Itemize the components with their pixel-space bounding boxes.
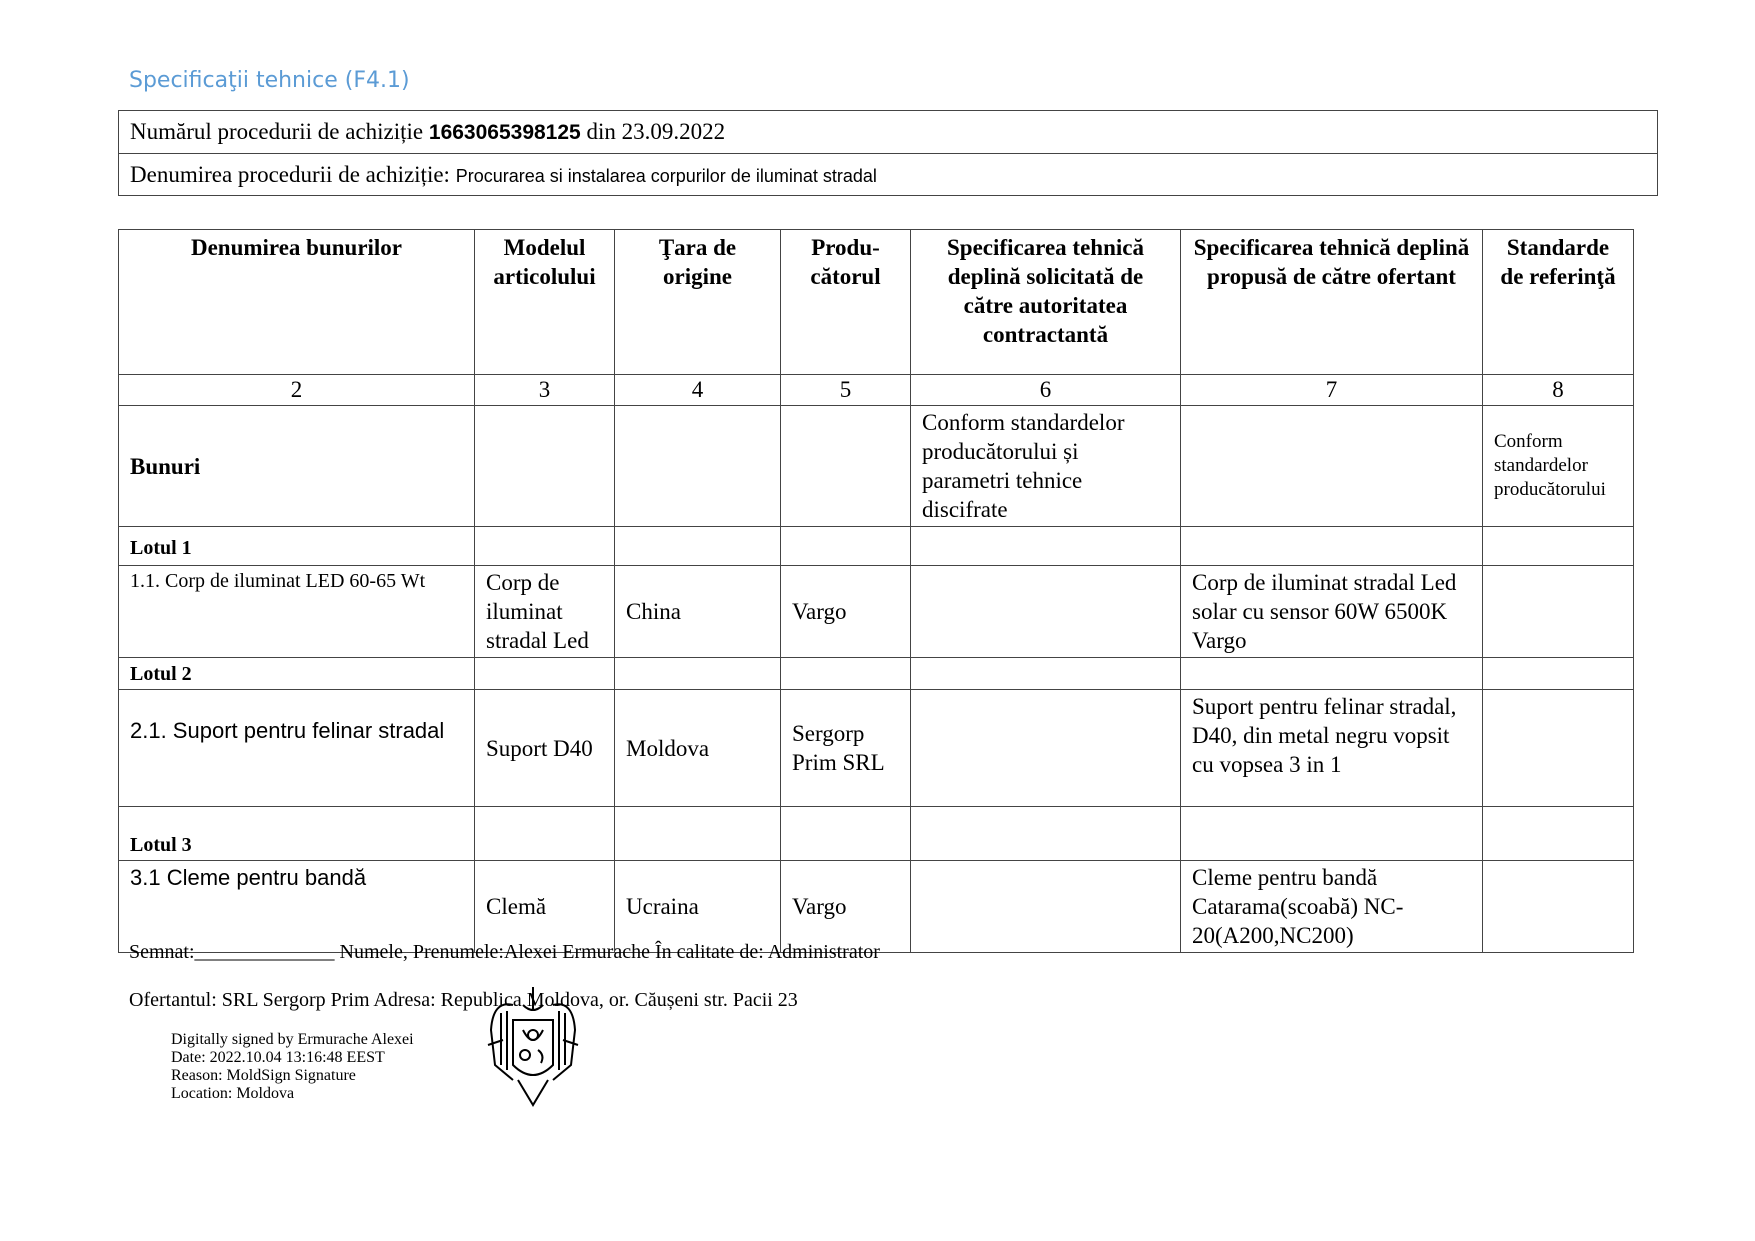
specifications-table	[118, 229, 1634, 953]
procedure-number: 1663065398125	[428, 121, 581, 144]
col-index: 2	[119, 375, 475, 406]
spec-required	[911, 690, 1181, 807]
procedure-name-row	[119, 153, 1657, 195]
section-label: Bunuri	[119, 406, 475, 527]
coat-of-arms-icon	[483, 985, 583, 1110]
item-country: Moldova	[615, 690, 781, 807]
digital-signature	[171, 1031, 414, 1103]
col-index: 3	[475, 375, 615, 406]
standards	[1483, 566, 1634, 658]
procedure-date: din 23.09.2022	[586, 119, 726, 144]
signature-line: Semnat:______________ Numele, Prenumele:Alexei Ermurache În calitate de: Administrator	[129, 941, 880, 963]
col-header: Produ-cătorul	[781, 230, 911, 375]
spec-required: Conform standardelor producătorului și parametri tehnice discifrate	[911, 406, 1181, 527]
col-header: Modelul articolului	[475, 230, 615, 375]
spec-offered: Cleme pentru bandă Catarama(scoabă) NC-20(A200,NC200)	[1181, 861, 1483, 953]
signature-signer: Digitally signed by Ermurache Alexei	[171, 1031, 414, 1048]
signature-reason: Reason: MoldSign Signature	[171, 1067, 356, 1084]
bidder-info: Ofertantul: SRL Sergorp Prim Adresa: Republica Moldova, or. Căușeni str. Pacii 23	[129, 989, 798, 1011]
item-name: 1.1. Corp de iluminat LED 60-65 Wt	[119, 566, 475, 658]
col-header: Specificarea tehnică deplină solicitată de către autoritatea contractantă	[911, 230, 1181, 375]
col-index: 5	[781, 375, 911, 406]
col-header: Standarde de referinţă	[1483, 230, 1634, 375]
item-country: China	[615, 566, 781, 658]
item-producer: Vargo	[781, 566, 911, 658]
lot-row	[119, 807, 1634, 861]
col-index: 8	[1483, 375, 1634, 406]
spec-offered: Corp de iluminat stradal Led solar cu sensor 60W 6500K Vargo	[1181, 566, 1483, 658]
item-producer: Vargo	[781, 861, 911, 953]
col-index: 7	[1181, 375, 1483, 406]
col-header: Ţara de origine	[615, 230, 781, 375]
signature-date: Date: 2022.10.04 13:16:48 EEST	[171, 1049, 385, 1066]
standards	[1483, 690, 1634, 807]
label: Numărul procedurii de achiziție	[130, 119, 424, 144]
col-header: Specificarea tehnică deplină propusă de către ofertant	[1181, 230, 1483, 375]
bunuri-row	[119, 406, 1634, 527]
col-index: 4	[615, 375, 781, 406]
lot-row	[119, 527, 1634, 566]
lot-label: Lotul 1	[119, 527, 475, 566]
table-row	[119, 690, 1634, 807]
standards: Conform standardelor producătorului	[1483, 406, 1634, 527]
procedure-info	[118, 110, 1658, 196]
col-index: 6	[911, 375, 1181, 406]
standards	[1483, 861, 1634, 953]
page-title: Specificaţii tehnice (F4.1)	[129, 68, 410, 93]
item-name: 2.1. Suport pentru felinar stradal	[119, 690, 475, 807]
item-model: Clemă	[475, 861, 615, 953]
signature-location: Location: Moldova	[171, 1085, 295, 1102]
label: Denumirea procedurii de achiziție:	[130, 162, 450, 187]
header-row	[119, 230, 1634, 375]
spec-required	[911, 861, 1181, 953]
spec-offered: Suport pentru felinar stradal, D40, din metal negru vopsit cu vopsea 3 in 1	[1181, 690, 1483, 807]
procedure-name: Procurarea si instalarea corpurilor de iluminat stradal	[455, 166, 877, 186]
index-row	[119, 375, 1634, 406]
lot-row	[119, 658, 1634, 690]
item-model: Suport D40	[475, 690, 615, 807]
item-country: Ucraina	[615, 861, 781, 953]
item-model: Corp de iluminat stradal Led	[475, 566, 615, 658]
table-row	[119, 861, 1634, 953]
lot-label: Lotul 3	[119, 807, 475, 861]
col-header: Denumirea bunurilor	[119, 230, 475, 375]
procedure-number-row	[119, 111, 1657, 153]
item-name: 3.1 Cleme pentru bandă	[119, 861, 475, 953]
table-row	[119, 566, 1634, 658]
item-producer: Sergorp Prim SRL	[781, 690, 911, 807]
lot-label: Lotul 2	[119, 658, 475, 690]
spec-required	[911, 566, 1181, 658]
